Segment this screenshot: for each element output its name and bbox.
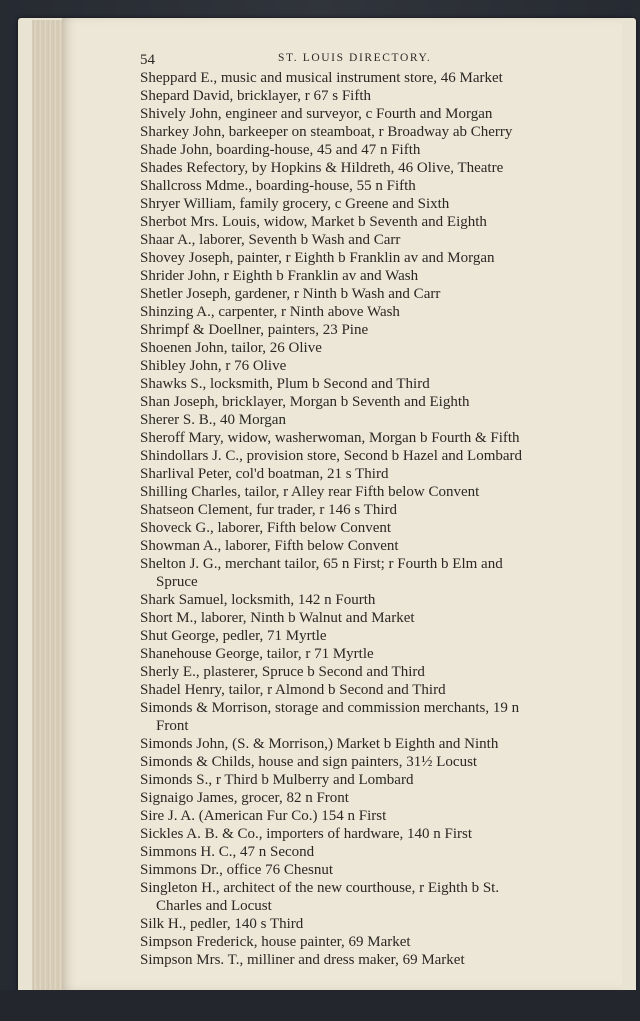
entry-text: Shawks S., locksmith, Plum b Second and Third — [140, 376, 430, 392]
entry-text: Sheppard E., music and musical instrument store, 46 Market — [140, 70, 503, 86]
directory-entry — [140, 519, 616, 537]
entry-text: Shatseon Clement, fur trader, r 146 s Third — [140, 502, 397, 518]
entry-text: Silk H., pedler, 140 s Third — [140, 916, 304, 932]
directory-entry — [140, 69, 616, 87]
directory-entry — [140, 339, 616, 357]
entry-text: Sharlival Peter, col'd boatman, 21 s Third — [140, 466, 389, 482]
directory-entry — [140, 771, 616, 789]
directory-entry — [140, 177, 616, 195]
directory-entry — [140, 267, 616, 285]
directory-entry — [140, 807, 616, 825]
directory-entry — [140, 663, 616, 681]
entry-text: Shetler Joseph, gardener, r Ninth b Wash and Carr — [140, 286, 441, 302]
directory-entry — [140, 591, 616, 609]
directory-entry — [140, 195, 616, 213]
entry-text: Shrimpf & Doellner, painters, 23 Pine — [140, 322, 369, 338]
entry-text: Simpson Frederick, house painter, 69 Market — [140, 934, 411, 950]
directory-entry — [140, 159, 616, 177]
entry-continuation: Front — [156, 718, 189, 734]
directory-entry — [140, 231, 616, 249]
entry-text: Shan Joseph, bricklayer, Morgan b Seventh and Eighth — [140, 394, 470, 410]
page-edges — [32, 20, 66, 990]
entry-text: Simonds John, (S. & Morrison,) Market b Eighth and Ninth — [140, 736, 499, 752]
entry-text: Shadel Henry, tailor, r Almond b Second and Third — [140, 682, 446, 698]
entry-text: Shut George, pedler, 71 Myrtle — [140, 628, 327, 644]
directory-entry — [140, 645, 616, 663]
directory-entry — [140, 861, 616, 879]
entry-text: Simmons H. C., 47 n Second — [140, 844, 315, 860]
entry-text: Shaar A., laborer, Seventh b Wash and Carr — [140, 232, 401, 248]
directory-entry — [140, 843, 616, 861]
directory-entry — [140, 789, 616, 807]
page-header — [140, 48, 610, 70]
directory-entry — [140, 879, 616, 915]
entry-text: Shelton J. G., merchant tailor, 65 n First; r Fourth b Elm and — [140, 556, 503, 572]
directory-entries — [140, 69, 616, 969]
entry-text: Sire J. A. (American Fur Co.) 154 n First — [140, 808, 387, 824]
directory-entry — [140, 285, 616, 303]
directory-entry — [140, 537, 616, 555]
entry-text: Shindollars J. C., provision store, Second b Hazel and Lombard — [140, 448, 523, 464]
directory-entry — [140, 753, 616, 771]
entry-text: Simpson Mrs. T., milliner and dress maker, 69 Market — [140, 952, 465, 968]
entry-continuation: Charles and Locust — [156, 898, 272, 914]
entry-text: Shoenen John, tailor, 26 Olive — [140, 340, 322, 356]
running-title: ST. LOUIS DIRECTORY. — [278, 52, 432, 64]
entry-text: Shively John, engineer and surveyor, c Fourth and Morgan — [140, 106, 493, 122]
entry-text: Shovey Joseph, painter, r Eighth b Franklin av and Morgan — [140, 250, 495, 266]
entry-text: Shade John, boarding-house, 45 and 47 n Fifth — [140, 142, 421, 158]
entry-text: Shepard David, bricklayer, r 67 s Fifth — [140, 88, 372, 104]
entry-text: Sherly E., plasterer, Spruce b Second and Third — [140, 664, 425, 680]
directory-entry — [140, 87, 616, 105]
entry-text: Shades Refectory, by Hopkins & Hildreth, 46 Olive, Theatre — [140, 160, 504, 176]
directory-entry — [140, 447, 616, 465]
entry-text: Simmons Dr., office 76 Chesnut — [140, 862, 334, 878]
directory-entry — [140, 123, 616, 141]
directory-entry — [140, 357, 616, 375]
directory-entry — [140, 555, 616, 591]
entry-text: Short M., laborer, Ninth b Walnut and Market — [140, 610, 415, 626]
entry-text: Sherer S. B., 40 Morgan — [140, 412, 286, 428]
entry-text: Shinzing A., carpenter, r Ninth above Wash — [140, 304, 400, 320]
directory-entry — [140, 951, 616, 969]
entry-text: Shark Samuel, locksmith, 142 n Fourth — [140, 592, 376, 608]
entry-text: Simonds & Childs, house and sign painters, 31½ Locust — [140, 754, 478, 770]
directory-entry — [140, 681, 616, 699]
directory-entry — [140, 411, 616, 429]
directory-entry — [140, 375, 616, 393]
directory-entry — [140, 735, 616, 753]
entry-text: Singleton H., architect of the new courthouse, r Eighth b St. — [140, 880, 500, 896]
entry-text: Shilling Charles, tailor, r Alley rear Fifth below Convent — [140, 484, 480, 500]
directory-entry — [140, 213, 616, 231]
directory-entry — [140, 609, 616, 627]
directory-entry — [140, 483, 616, 501]
cover-bottom-edge — [0, 990, 640, 1021]
directory-entry — [140, 501, 616, 519]
entry-text: Simonds & Morrison, storage and commission merchants, 19 n — [140, 700, 520, 716]
entry-text: Shallcross Mdme., boarding-house, 55 n Fifth — [140, 178, 416, 194]
directory-entry — [140, 933, 616, 951]
directory-entry — [140, 321, 616, 339]
directory-entry — [140, 915, 616, 933]
directory-entry — [140, 303, 616, 321]
entry-text: Shoveck G., laborer, Fifth below Convent — [140, 520, 392, 536]
entry-text: Shanehouse George, tailor, r 71 Myrtle — [140, 646, 374, 662]
entry-text: Shibley John, r 76 Olive — [140, 358, 287, 374]
entry-text: Signaigo James, grocer, 82 n Front — [140, 790, 349, 806]
directory-entry — [140, 699, 616, 735]
entry-text: Sheroff Mary, widow, washerwoman, Morgan b Fourth & Fifth — [140, 430, 520, 446]
directory-entry — [140, 429, 616, 447]
directory-entry — [140, 627, 616, 645]
directory-entry — [140, 249, 616, 267]
entry-continuation: Spruce — [156, 574, 198, 590]
entry-text: Simonds S., r Third b Mulberry and Lombard — [140, 772, 414, 788]
entry-text: Sherbot Mrs. Louis, widow, Market b Seventh and Eighth — [140, 214, 487, 230]
directory-entry — [140, 393, 616, 411]
entry-text: Shryer William, family grocery, c Greene and Sixth — [140, 196, 450, 212]
directory-entry — [140, 465, 616, 483]
entry-text: Sharkey John, barkeeper on steamboat, r Broadway ab Cherry — [140, 124, 513, 140]
entry-text: Shrider John, r Eighth b Franklin av and Wash — [140, 268, 419, 284]
directory-entry — [140, 141, 616, 159]
directory-entry — [140, 825, 616, 843]
directory-entry — [140, 105, 616, 123]
page-number: 54 — [140, 52, 155, 68]
entry-text: Showman A., laborer, Fifth below Convent — [140, 538, 399, 554]
entry-text: Sickles A. B. & Co., importers of hardware, 140 n First — [140, 826, 473, 842]
